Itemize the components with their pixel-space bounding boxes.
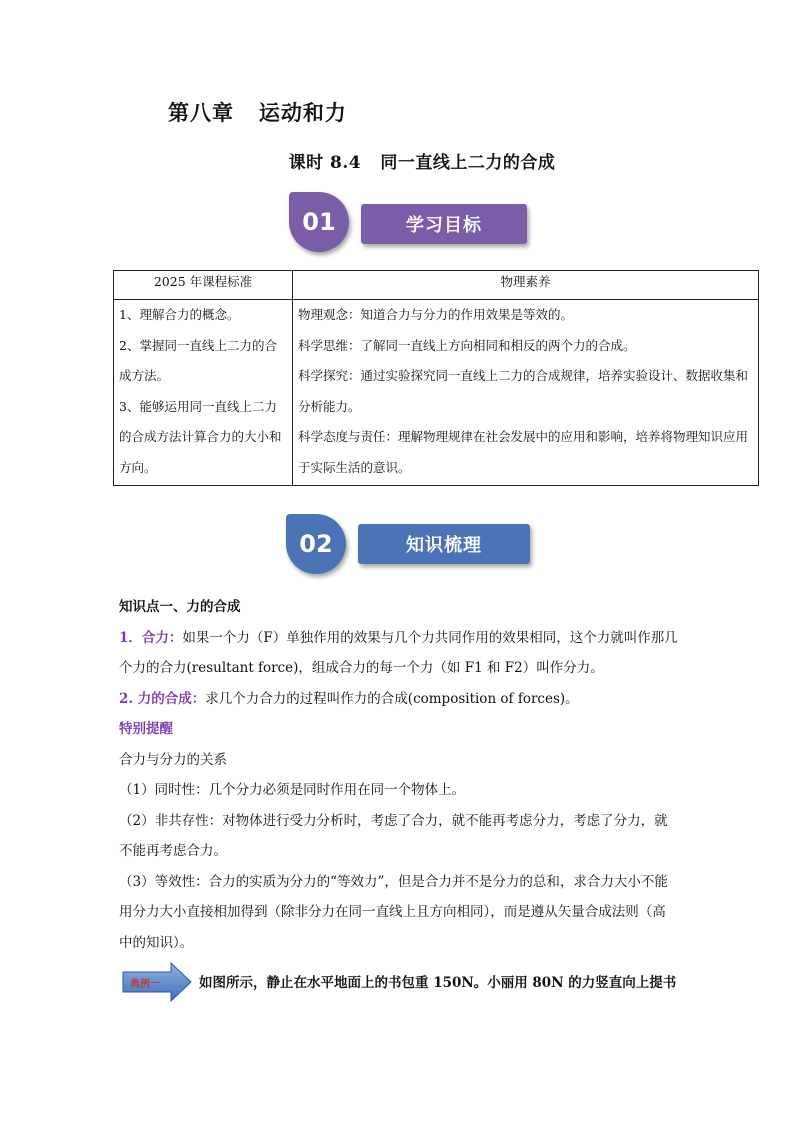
standards-table xyxy=(113,270,759,486)
literacy-item: 科学态度与责任：理解物理规律在社会发展中的应用和影响，培养将物理知识应用于实际生活的意识。 xyxy=(298,429,749,475)
tip-item: （2）非共存性：对物体进行受力分析时，考虑了合力，就不能再考虑分力，考虑了分力，就不能再考虑合力。 xyxy=(119,812,668,859)
standard-item: 3、能够运用同一直线上二力的合成方法计算合力的大小和方向。 xyxy=(119,398,282,475)
definition-text: 如果一个力（F）单独作用的效果与几个力共同作用的效果相同，这个力就叫作那几个力的合力(resultant force)，组成合力的每一个力（如 F1 和 F2）叫作分力。 xyxy=(119,629,678,676)
literacy-item: 科学思维：了解同一直线上方向相同和相反的两个力的合成。 xyxy=(298,337,636,353)
chapter-title: 第八章 运动和力 xyxy=(168,100,347,125)
tip-item: （1）同时性：几个分力必须是同时作用在同一个物体上。 xyxy=(119,782,466,798)
definition-text: 求几个力合力的过程叫作力的合成(composition of forces)。 xyxy=(205,690,579,707)
tip-item: （3）等效性：合力的实质为分力的“等效力”，但是合力并不是分力的总和，求合力大小不能用分力大小直接相加得到（除非分力在同一直线上且方向相同），而是遵从矢量合成法则（高中的知识）。 xyxy=(119,873,668,951)
definition-resultant-force xyxy=(119,623,679,684)
standards-cell xyxy=(114,300,293,486)
literacy-item: 物理观念：知道合力与分力的作用效果是等效的。 xyxy=(298,307,574,322)
lesson-title: 课时 8.4 同一直线上二力的合成 xyxy=(288,153,556,173)
table-header-literacy: 物理素养 xyxy=(293,271,759,300)
table-row xyxy=(114,300,759,486)
section-title-bar: 学习目标 xyxy=(361,204,527,244)
standard-item: 1、理解合力的概念。 xyxy=(119,307,240,322)
example-tag: 典例一 xyxy=(130,979,160,990)
table-header-row xyxy=(114,271,759,300)
section-number-circle: 01 xyxy=(289,192,349,252)
table-header-standard: 2025 年课程标准 xyxy=(114,271,293,300)
tip-title: 特别提醒 xyxy=(119,721,173,737)
definition-composition xyxy=(119,684,679,715)
example-arrow-icon xyxy=(121,962,193,1002)
standard-item: 2、掌握同一直线上二力的合成方法。 xyxy=(119,337,277,383)
example-question: 如图所示，静止在水平地面上的书包重 150N。小丽用 80N 的力竖直向上提书 xyxy=(199,975,677,991)
section-title-bar: 知识梳理 xyxy=(358,524,530,564)
literacy-cell xyxy=(293,300,759,486)
definition-label: 2. 力的合成： xyxy=(119,690,206,707)
example-block xyxy=(121,962,701,1002)
tip-subtitle: 合力与分力的关系 xyxy=(119,751,227,768)
definition-label: 1．合力： xyxy=(119,629,183,646)
literacy-item: 科学探究：通过实验探究同一直线上二力的合成规律，培养实验设计、数据收集和分析能力。 xyxy=(298,368,749,414)
knowledge-heading: 知识点一、力的合成 xyxy=(119,599,241,615)
section-number-circle: 02 xyxy=(286,514,346,574)
knowledge-content xyxy=(119,592,679,958)
